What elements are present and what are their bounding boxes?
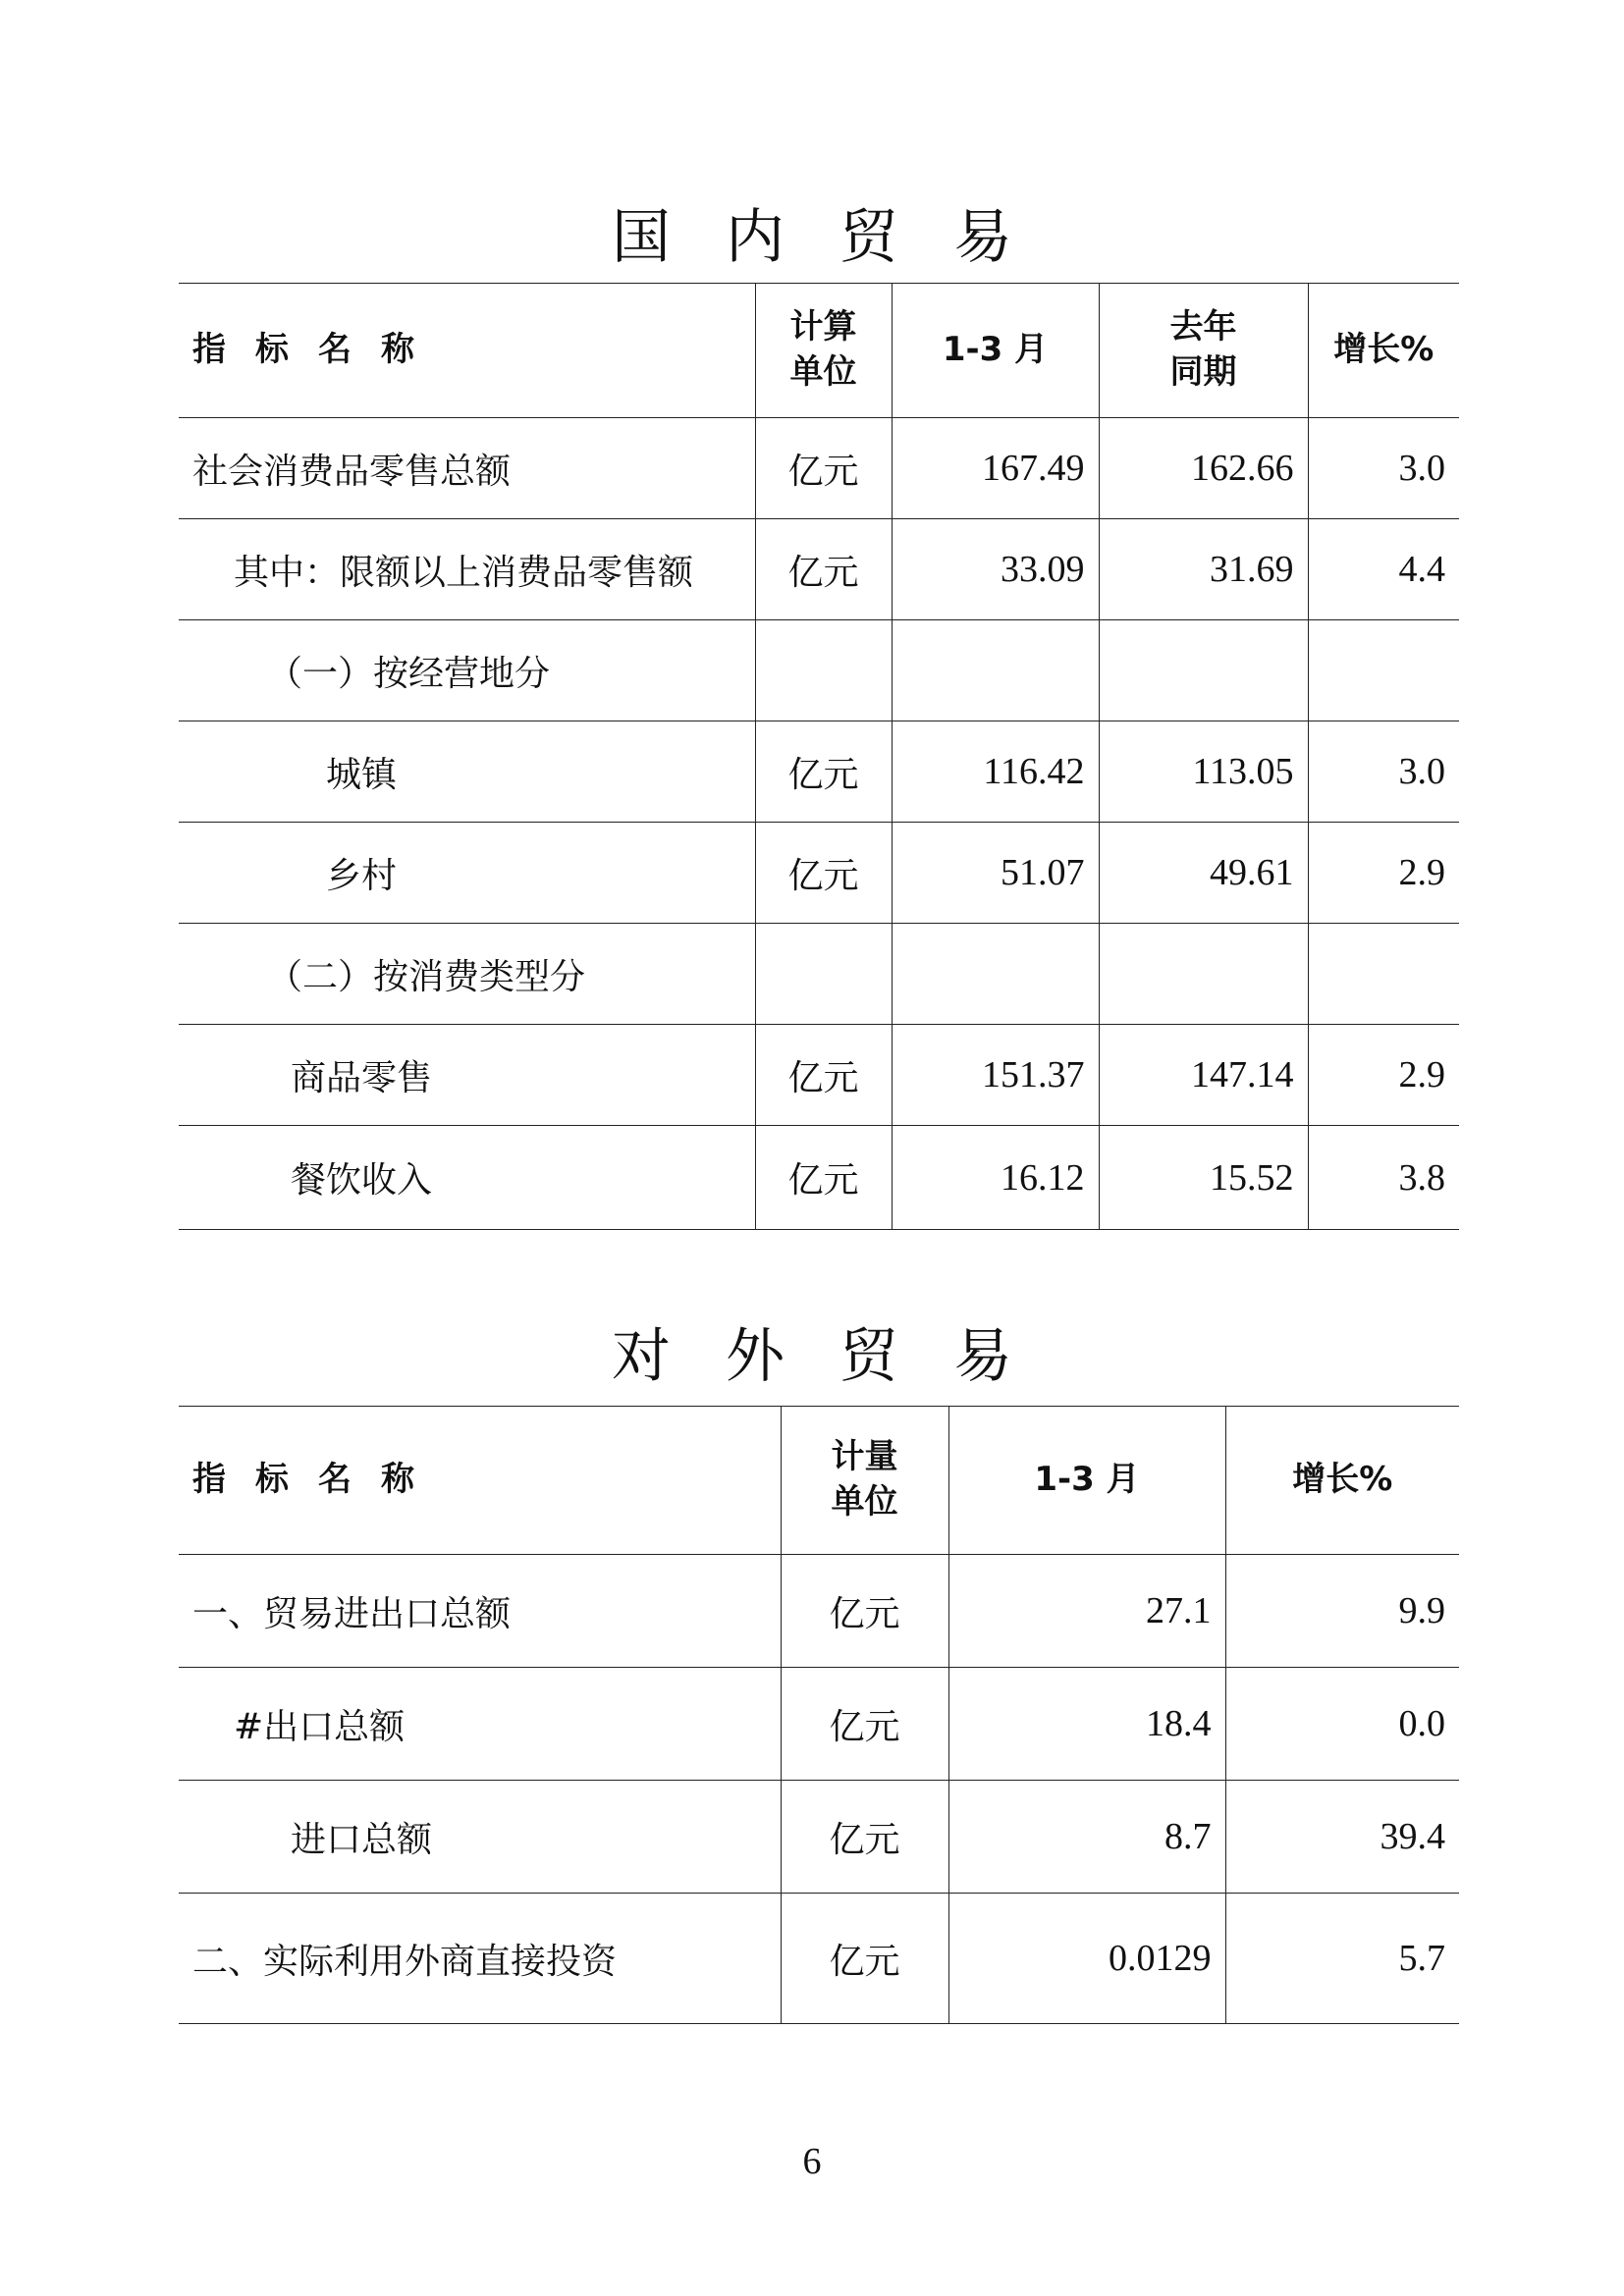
table-row	[179, 1668, 1459, 1781]
row-unit: 亿元	[781, 1781, 948, 1894]
row-growth: 3.8	[1308, 1126, 1459, 1230]
header-period: 1-3 月	[892, 284, 1099, 418]
row-unit: 亿元	[755, 519, 892, 620]
row-current: 151.37	[892, 1025, 1099, 1126]
table-row	[179, 620, 1459, 721]
header-growth: 增长%	[1225, 1407, 1459, 1555]
row-last-year	[1099, 924, 1308, 1025]
row-name: 社会消费品零售总额	[179, 418, 755, 519]
row-growth: 4.4	[1308, 519, 1459, 620]
row-unit: 亿元	[755, 1126, 892, 1230]
header-last-year-line2: 同期	[1169, 352, 1237, 392]
row-growth: 5.7	[1225, 1894, 1459, 2024]
domestic-trade-table	[179, 283, 1459, 1230]
row-last-year: 147.14	[1099, 1025, 1308, 1126]
header-unit-line2: 单位	[789, 352, 857, 392]
table-header-row	[179, 284, 1459, 418]
row-name: 乡村	[179, 823, 755, 924]
table-row	[179, 418, 1459, 519]
header-last-year-line1: 去年	[1169, 307, 1237, 347]
row-current: 116.42	[892, 721, 1099, 823]
row-growth: 9.9	[1225, 1555, 1459, 1668]
row-growth: 3.0	[1308, 418, 1459, 519]
header-unit-line1: 计量	[831, 1437, 898, 1477]
row-name: （一）按经营地分	[179, 620, 755, 721]
header-last-year	[1099, 284, 1308, 418]
table-row	[179, 823, 1459, 924]
header-unit-line2: 单位	[831, 1482, 898, 1522]
foreign-trade-title: 对外贸易	[612, 1322, 1067, 1391]
row-growth: 3.0	[1308, 721, 1459, 823]
domestic-trade-title: 国内贸易	[612, 203, 1067, 272]
page-number: 6	[802, 2141, 822, 2182]
header-indicator-name: 指标名称	[179, 1407, 781, 1555]
row-current: 0.0129	[948, 1894, 1225, 2024]
row-current: 167.49	[892, 418, 1099, 519]
row-growth: 39.4	[1225, 1781, 1459, 1894]
row-unit	[755, 620, 892, 721]
row-name: 二、实际利用外商直接投资	[179, 1894, 781, 2024]
table-row	[179, 721, 1459, 823]
row-name: 餐饮收入	[179, 1126, 755, 1230]
row-last-year	[1099, 620, 1308, 721]
row-unit: 亿元	[755, 823, 892, 924]
row-unit: 亿元	[781, 1668, 948, 1781]
row-last-year: 113.05	[1099, 721, 1308, 823]
row-name: 城镇	[179, 721, 755, 823]
header-unit-line1: 计算	[789, 307, 857, 347]
row-last-year: 15.52	[1099, 1126, 1308, 1230]
row-name: 商品零售	[179, 1025, 755, 1126]
row-name: 一、贸易进出口总额	[179, 1555, 781, 1668]
table-row	[179, 1781, 1459, 1894]
row-unit: 亿元	[755, 1025, 892, 1126]
row-growth	[1308, 924, 1459, 1025]
row-growth: 2.9	[1308, 823, 1459, 924]
row-current: 33.09	[892, 519, 1099, 620]
row-current: 18.4	[948, 1668, 1225, 1781]
table-row	[179, 519, 1459, 620]
row-current: 51.07	[892, 823, 1099, 924]
table-row	[179, 1894, 1459, 2024]
row-name: 进口总额	[179, 1781, 781, 1894]
table-header-row	[179, 1407, 1459, 1555]
row-growth: 2.9	[1308, 1025, 1459, 1126]
row-unit: 亿元	[781, 1555, 948, 1668]
row-unit: 亿元	[755, 721, 892, 823]
row-current: 27.1	[948, 1555, 1225, 1668]
header-growth: 增长%	[1308, 284, 1459, 418]
row-unit	[755, 924, 892, 1025]
table-row	[179, 1126, 1459, 1230]
row-current	[892, 620, 1099, 721]
row-last-year: 31.69	[1099, 519, 1308, 620]
row-name: #出口总额	[179, 1668, 781, 1781]
header-indicator-name: 指标名称	[179, 284, 755, 418]
row-growth: 0.0	[1225, 1668, 1459, 1781]
row-unit: 亿元	[781, 1894, 948, 2024]
row-name: 其中：限额以上消费品零售额	[179, 519, 755, 620]
row-unit: 亿元	[755, 418, 892, 519]
row-current	[892, 924, 1099, 1025]
header-unit	[781, 1407, 948, 1555]
foreign-trade-table	[179, 1406, 1459, 2024]
row-current: 16.12	[892, 1126, 1099, 1230]
table-row	[179, 1555, 1459, 1668]
table-row	[179, 924, 1459, 1025]
header-unit	[755, 284, 892, 418]
row-name: （二）按消费类型分	[179, 924, 755, 1025]
row-growth	[1308, 620, 1459, 721]
row-current: 8.7	[948, 1781, 1225, 1894]
row-last-year: 49.61	[1099, 823, 1308, 924]
table-row	[179, 1025, 1459, 1126]
row-last-year: 162.66	[1099, 418, 1308, 519]
header-period: 1-3 月	[948, 1407, 1225, 1555]
